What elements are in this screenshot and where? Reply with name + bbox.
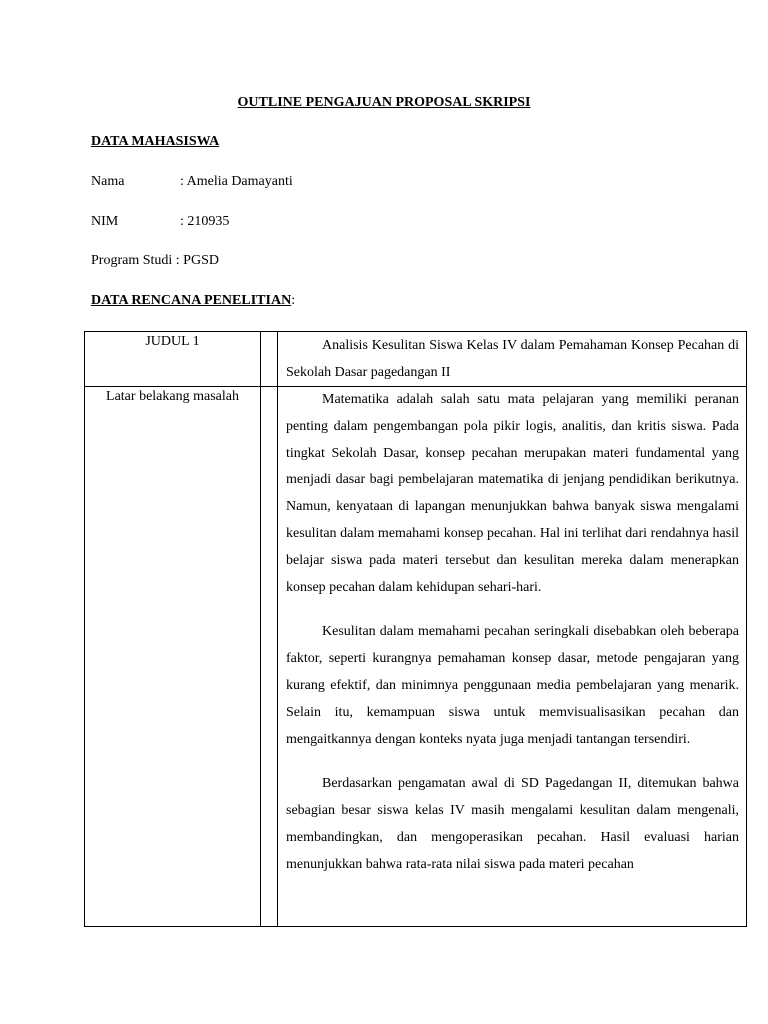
- student-data-heading: [91, 133, 219, 151]
- program-value: : PGSD: [175, 253, 219, 268]
- nim-field-row: [91, 213, 229, 231]
- table-row: [85, 332, 747, 387]
- nim-value: : 210935: [180, 214, 230, 229]
- name-value: : Amelia Damayanti: [180, 174, 293, 189]
- background-paragraph: Matematika adalah salah satu mata pelajaran yang memiliki peranan penting dalam pengembangan pola pikir logis, analitis, dan kritis siswa. Pada tingkat Sekolah Dasar, konsep pecahan merupakan materi fundamental yang menjadi dasar bagi pembelajaran matematika di jenjang pendidikan berikutnya. Namun, kenyataan di lapangan menunjukkan bahwa banyak siswa mengalami kesulitan dalam memahami konsep pecahan. Hal ini terlihat dari rendahnya hasil belajar siswa pada materi tersebut dan kesulitan mereka dalam menerapkan konsep pecahan dalam kehidupan sehari-hari.: [286, 392, 739, 595]
- student-data-heading-text: DATA MAHASISWA: [91, 134, 220, 149]
- table-row: [85, 387, 747, 927]
- program-label: Program Studi: [91, 253, 173, 268]
- separator-cell: [261, 332, 278, 387]
- research-plan-heading-text: DATA RENCANA PENELITIAN: [91, 293, 292, 308]
- research-plan-heading-colon: :: [291, 293, 296, 308]
- research-plan-table: [84, 331, 747, 927]
- title-label-cell: JUDUL 1: [85, 332, 261, 387]
- document-title: OUTLINE PENGAJUAN PROPOSAL SKRIPSI: [237, 95, 531, 110]
- background-text-area: [286, 387, 739, 923]
- name-field-row: [91, 173, 293, 191]
- background-paragraph: Kesulitan dalam memahami pecahan seringkali disebabkan oleh beberapa faktor, seperti kurangnya pemahaman konsep dasar, metode pengajaran yang kurang efektif, dan minimnya penggunaan media pembelajaran yang menarik. Selain itu, kemampuan siswa untuk memvisualisasikan pecahan dan mengaitkannya dengan konteks nyata juga menjadi tantangan tersendiri.: [286, 624, 739, 747]
- background-paragraph: Berdasarkan pengamatan awal di SD Pagedangan II, ditemukan bahwa sebagian besar siswa kelas IV masih mengalami kesulitan dalam mengenali, membandingkan, dan mengoperasikan pecahan. Hasil evaluasi harian menunjukkan bahwa rata-rata nilai siswa pada materi pecahan: [286, 776, 739, 872]
- research-plan-heading: [91, 292, 295, 310]
- nim-label: NIM: [91, 214, 119, 229]
- name-label: Nama: [91, 174, 125, 189]
- research-title-text: Analisis Kesulitan Siswa Kelas IV dalam Pemahaman Konsep Pecahan di Sekolah Dasar pagedangan II: [286, 338, 739, 380]
- program-field-row: [91, 252, 219, 270]
- separator-cell: [261, 387, 278, 927]
- background-label-cell: Latar belakang masalah: [85, 387, 261, 927]
- background-content-cell: [278, 387, 747, 927]
- title-content-cell: [278, 332, 747, 387]
